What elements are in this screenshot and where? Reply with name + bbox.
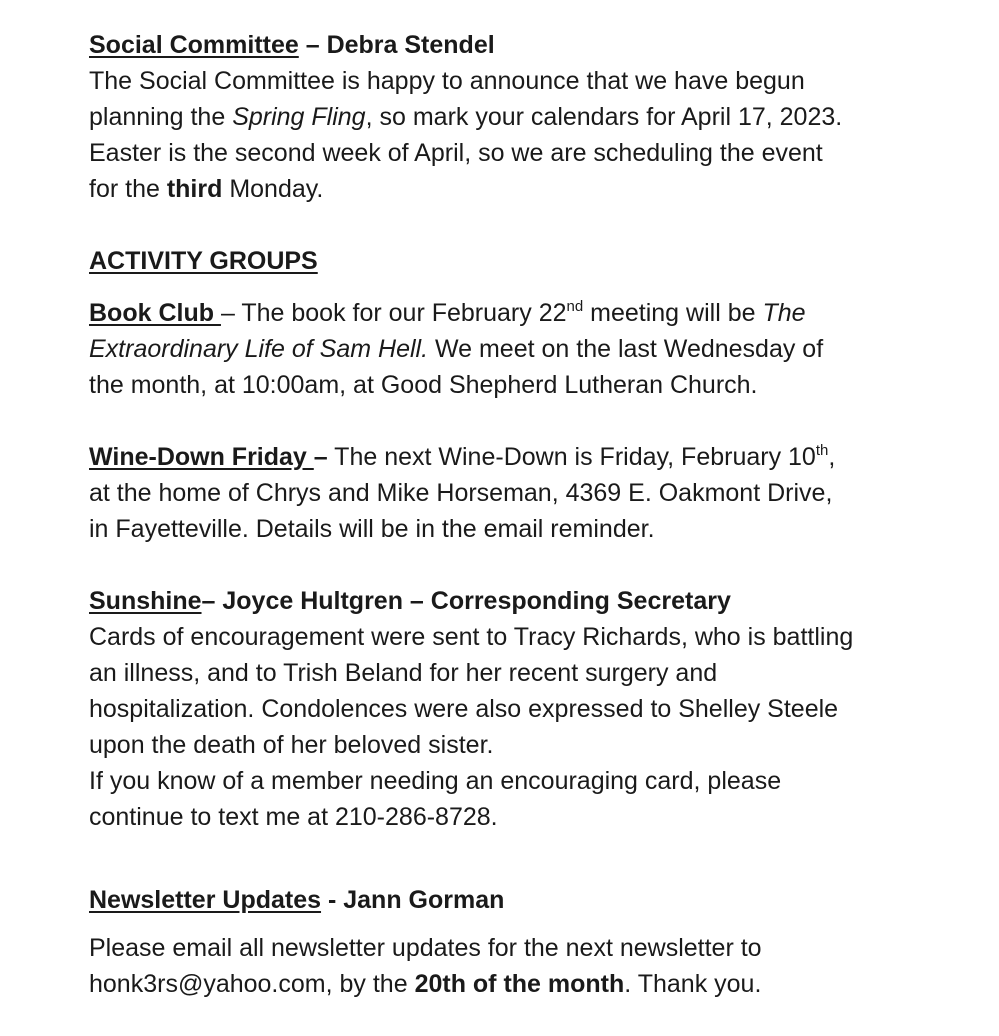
- wine-down-heading: Wine-Down Friday: [89, 443, 314, 471]
- social-text-line-4: for the third Monday.: [89, 175, 324, 203]
- activity-groups-section: [89, 243, 969, 279]
- newsletter-line-1: Please email all newsletter updates for the next newsletter to: [89, 934, 762, 962]
- sunshine-line-1: Cards of encouragement were sent to Tracy Richards, who is battling: [89, 623, 854, 651]
- newsletter-heading: Newsletter Updates - Jann Gorman: [89, 886, 505, 914]
- book-club-line-2: Extraordinary Life of Sam Hell. We meet on the last Wednesday of: [89, 335, 824, 363]
- book-club-heading: Book Club: [89, 299, 221, 327]
- social-text-line-2: planning the Spring Fling, so mark your calendars for April 17, 2023.: [89, 103, 843, 131]
- newsletter-line-2: honk3rs@yahoo.com, by the 20th of the month. Thank you.: [89, 970, 762, 998]
- wine-down-line-2: at the home of Chrys and Mike Horseman, 4369 E. Oakmont Drive,: [89, 479, 833, 507]
- book-club-line-3: the month, at 10:00am, at Good Shepherd Lutheran Church.: [89, 371, 758, 399]
- spring-fling-title: Spring Fling: [232, 103, 366, 131]
- sunshine-line-2: an illness, and to Trish Beland for her recent surgery and: [89, 659, 718, 687]
- social-text-line-3: Easter is the second week of April, so we are scheduling the event: [89, 139, 823, 167]
- book-club-line-1: Book Club – The book for our February 22nd meeting will be The: [89, 298, 806, 327]
- wine-down-line-3: in Fayetteville. Details will be in the email reminder.: [89, 515, 655, 543]
- sunshine-line-5: If you know of a member needing an encouraging card, please: [89, 767, 782, 795]
- newsletter-updates-body: [89, 930, 969, 1002]
- sunshine-line-4: upon the death of her beloved sister.: [89, 731, 494, 759]
- sunshine-heading: Sunshine– Joyce Hultgren – Corresponding Secretary: [89, 587, 731, 615]
- sunshine-line-6: continue to text me at 210-286-8728.: [89, 803, 498, 831]
- newsletter-email: honk3rs@yahoo.com, by the: [89, 970, 415, 998]
- book-title: Extraordinary Life of Sam Hell.: [89, 335, 429, 363]
- social-text-line-1: The Social Committee is happy to announce that we have begun: [89, 67, 805, 95]
- activity-groups-heading: ACTIVITY GROUPS: [89, 247, 318, 275]
- sunshine-section: [89, 583, 969, 835]
- social-committee-section: [89, 27, 969, 207]
- book-club-section: [89, 295, 969, 403]
- social-committee-heading: Social Committee – Debra Stendel: [89, 31, 495, 59]
- sunshine-line-3: hospitalization. Condolences were also expressed to Shelley Steele: [89, 695, 839, 723]
- wine-down-section: [89, 439, 969, 547]
- newsletter-updates-section: [89, 882, 969, 918]
- wine-down-line-1: Wine-Down Friday – The next Wine-Down is Friday, February 10th,: [89, 442, 836, 471]
